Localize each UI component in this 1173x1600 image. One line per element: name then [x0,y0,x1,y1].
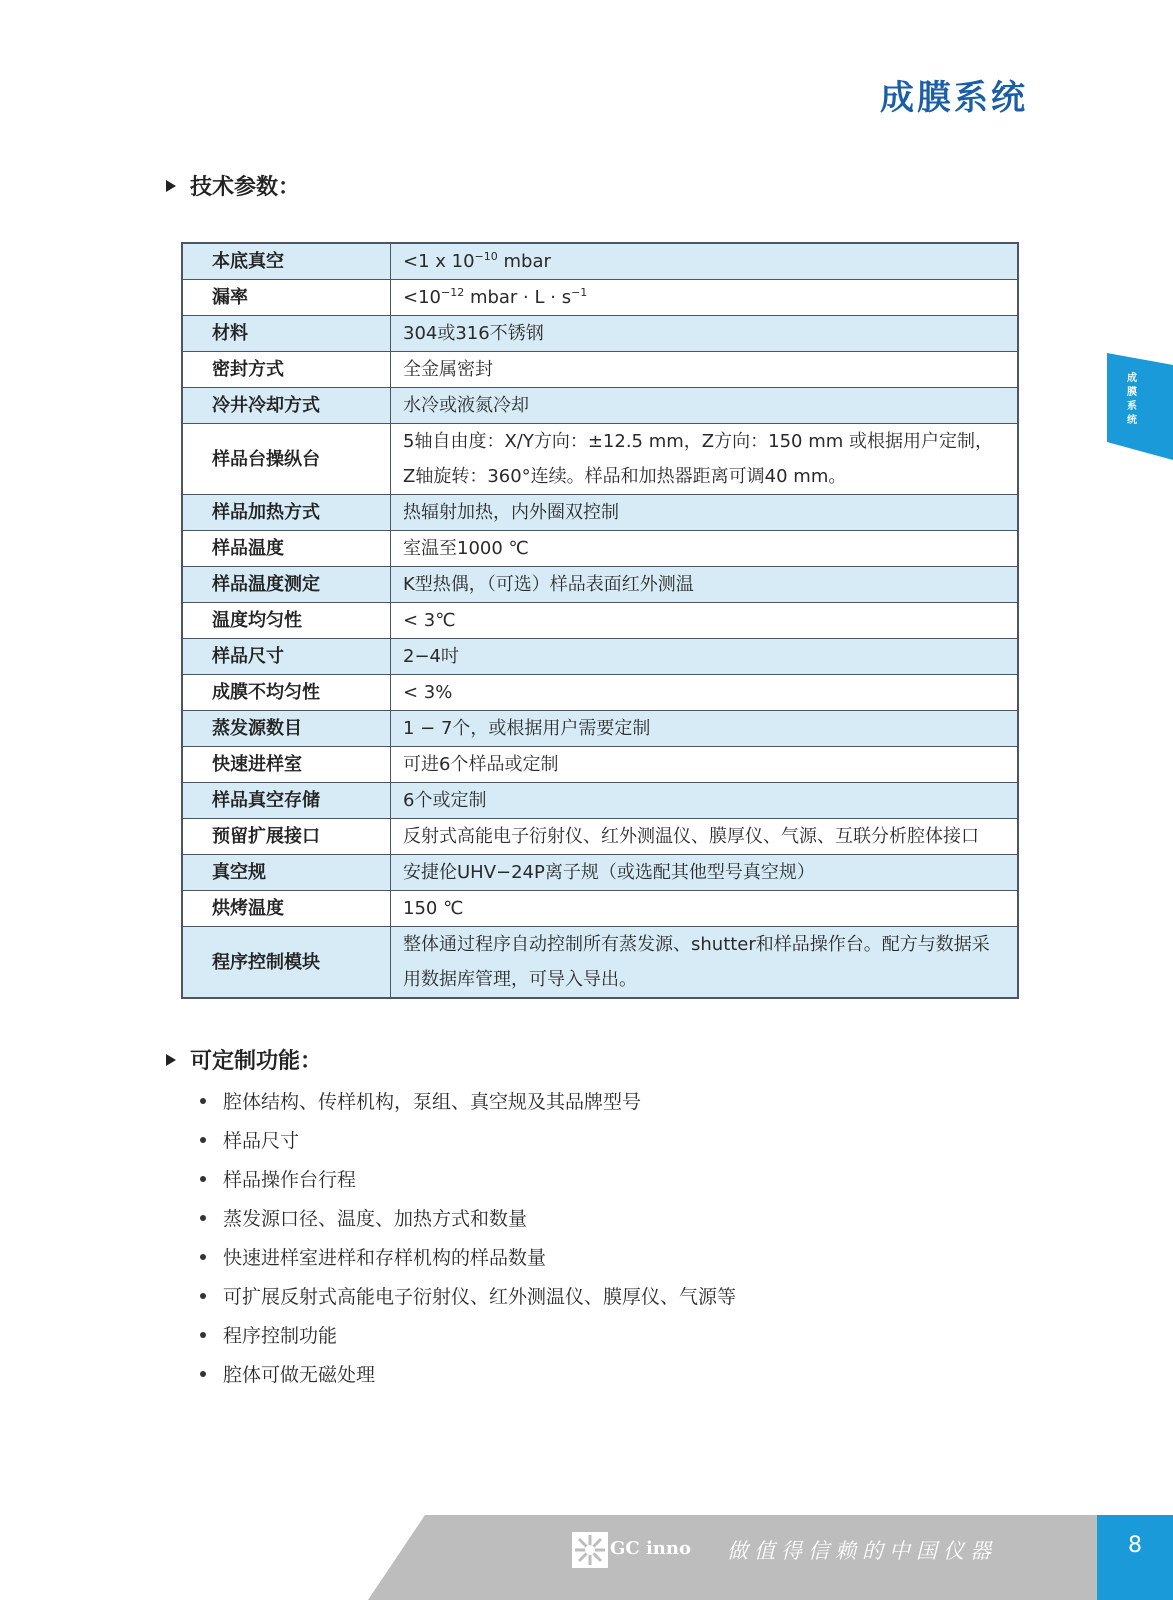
spec-label: 真空规 [182,855,391,891]
spec-label: 快速进样室 [182,747,391,783]
value-line: Z轴旋转：360°连续。样品和加热器距离可调40 mm。 [403,466,847,487]
spec-label: 温度均匀性 [182,603,391,639]
spec-value: < 3℃ [391,603,1019,639]
list-item-text: 样品操作台行程 [223,1169,357,1191]
bullet-dot-icon [200,1254,206,1260]
bullet-dot-icon [200,1098,206,1104]
table-row [182,424,1018,495]
spec-value: 全金属密封 [391,352,1019,388]
list-item-text: 腔体结构、传样机构，泵组、真空规及其品牌型号 [223,1091,642,1113]
spec-value: 室温至1000 ℃ [391,531,1019,567]
spec-value: 热辐射加热，内外圈双控制 [391,495,1019,531]
side-tab-shape [1107,353,1173,460]
table-row [182,280,1018,316]
gc-logo-icon [572,1532,608,1568]
table-row [182,243,1018,280]
table-row [182,316,1018,352]
table-row [182,675,1018,711]
list-item-text: 快速进样室进样和存样机构的样品数量 [223,1247,547,1269]
spec-label: 蒸发源数目 [182,711,391,747]
spec-label: 样品温度测定 [182,567,391,603]
spec-value [391,243,1019,280]
spec-label: 漏率 [182,280,391,316]
custom-section-heading [166,1044,322,1075]
custom-heading-text: 可定制功能： [190,1048,323,1074]
list-item [200,1127,736,1166]
bullet-dot-icon [200,1215,206,1221]
spec-label: 本底真空 [182,243,391,280]
spec-label: 样品台操纵台 [182,424,391,495]
spec-label: 程序控制模块 [182,927,391,999]
bullet-dot-icon [200,1137,206,1143]
spec-value: K型热偶，（可选）样品表面红外测温 [391,567,1019,603]
spec-label: 密封方式 [182,352,391,388]
table-row [182,531,1018,567]
triangle-marker-icon [166,1054,176,1066]
page-number: 8 [1128,1533,1142,1558]
spec-value: < 3% [391,675,1019,711]
table-row [182,388,1018,424]
side-section-tab [1107,353,1173,460]
spec-label: 样品真空存储 [182,783,391,819]
spec-value: 2−4吋 [391,639,1019,675]
list-item [200,1244,736,1283]
table-row [182,711,1018,747]
spec-section-heading [166,170,300,201]
spec-value: 反射式高能电子衍射仪、红外测温仪、膜厚仪、气源、互联分析腔体接口 [391,819,1019,855]
spec-label: 预留扩展接口 [182,819,391,855]
value-segment: <1 x 10 [403,251,475,272]
list-item [200,1166,736,1205]
spec-value: 6个或定制 [391,783,1019,819]
value-line: 5轴自由度：X/Y方向：±12.5 mm，Z方向：150 mm 或根据用户定制， [403,431,993,452]
table-row [182,352,1018,388]
superscript-exponent: −10 [474,250,498,263]
table-row [182,783,1018,819]
table-row [182,639,1018,675]
spec-label: 样品尺寸 [182,639,391,675]
table-row [182,495,1018,531]
list-item-text: 可扩展反射式高能电子衍射仪、红外测温仪、膜厚仪、气源等 [223,1286,737,1308]
spec-value: 1 − 7个，或根据用户需要定制 [391,711,1019,747]
spec-value [391,424,1019,495]
list-item [200,1205,736,1244]
list-item-text: 样品尺寸 [223,1130,300,1152]
value-segment: <10 [403,287,441,308]
custom-feature-list [200,1088,736,1400]
spec-label: 冷井冷却方式 [182,388,391,424]
list-item [200,1361,736,1400]
spec-value [391,280,1019,316]
superscript-exponent: −1 [571,286,588,299]
superscript-exponent: −12 [441,286,465,299]
spec-value: 安捷伦UHV−24P离子规（或选配其他型号真空规） [391,855,1019,891]
table-row [182,891,1018,927]
list-item-text: 腔体可做无磁处理 [223,1364,376,1386]
bullet-dot-icon [200,1293,206,1299]
table-row [182,603,1018,639]
list-item-text: 蒸发源口径、温度、加热方式和数量 [223,1208,528,1230]
spec-label: 样品加热方式 [182,495,391,531]
value-segment: mbar [497,251,551,272]
side-tab-label: 成膜系统 [1127,373,1137,426]
spec-value: 304或316不锈钢 [391,316,1019,352]
table-row [182,567,1018,603]
list-item-text: 程序控制功能 [223,1325,338,1347]
spec-table [181,242,1019,999]
spec-label: 成膜不均匀性 [182,675,391,711]
page-title: 成膜系统 [880,78,1028,118]
value-segment: mbar · L · s [464,287,572,308]
spec-value: 150 ℃ [391,891,1019,927]
bullet-dot-icon [200,1176,206,1182]
spec-label: 样品温度 [182,531,391,567]
table-row [182,747,1018,783]
spec-label: 材料 [182,316,391,352]
spec-value: 水冷或液氮冷却 [391,388,1019,424]
spec-value: 可进6个样品或定制 [391,747,1019,783]
list-item [200,1322,736,1361]
spec-value [391,927,1019,999]
table-row [182,855,1018,891]
value-line: 整体通过程序自动控制所有蒸发源、shutter和样品操作台。配方与数据采 [403,934,990,955]
spec-label: 烘烤温度 [182,891,391,927]
list-item [200,1088,736,1127]
bullet-dot-icon [200,1371,206,1377]
footer-slogan: 做值得信赖的中国仪器 [727,1539,997,1563]
brand-name: GC inno [610,1538,691,1559]
triangle-marker-icon [166,180,176,192]
spec-heading-text: 技术参数： [190,174,301,200]
table-row [182,819,1018,855]
table-row [182,927,1018,999]
value-line: 用数据库管理，可导入导出。 [403,969,637,990]
list-item [200,1283,736,1322]
bullet-dot-icon [200,1332,206,1338]
